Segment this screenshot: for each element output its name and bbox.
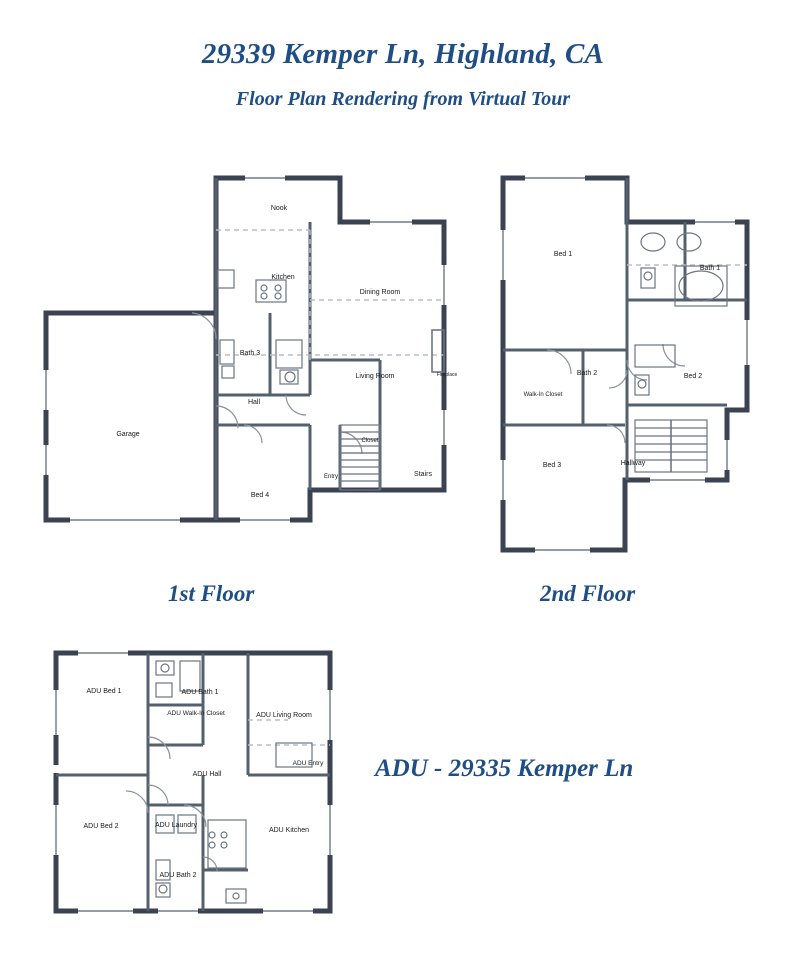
second-floor-caption: 2nd Floor (540, 581, 636, 606)
room-label: Closet (361, 438, 379, 444)
room-label: ADU Bath 2 (159, 872, 197, 879)
room-label: Bed 3 (542, 462, 562, 469)
room-label: Kitchen (271, 274, 295, 281)
room-label: Hall (247, 399, 261, 406)
room-label: Bed 4 (250, 492, 270, 499)
room-label: Bath 3 (239, 350, 261, 357)
room-label: Dining Room (359, 289, 401, 296)
room-label: Bed 1 (553, 251, 573, 258)
room-label: ADU Entry (292, 760, 324, 767)
room-label: ADU Walk-In Closet (167, 710, 225, 717)
room-label: Nook (270, 205, 288, 212)
room-label: ADU Bed 1 (86, 688, 122, 695)
room-label: ADU Bed 2 (83, 823, 119, 830)
room-label: Walk-In Closet (523, 392, 563, 398)
room-label: ADU Bath 1 (181, 689, 219, 696)
room-label: ADU Kitchen (268, 827, 310, 834)
room-label: ADU Living Room (256, 712, 312, 719)
page-subtitle: Floor Plan Rendering from Virtual Tour (235, 88, 571, 110)
adu-floor-plan (48, 645, 338, 920)
room-label: Garage (116, 431, 140, 438)
first-floor-caption: 1st Floor (168, 581, 255, 606)
adu-caption: ADU - 29335 Kemper Ln (375, 755, 634, 782)
room-label: Fireplace (436, 372, 458, 378)
room-label: ADU Laundry (154, 822, 198, 829)
room-label: ADU Hall (192, 771, 222, 778)
room-label: Entry (323, 474, 339, 480)
room-label: Hallway (620, 460, 646, 467)
room-label: Living Room (355, 373, 395, 380)
first-floor-plan (40, 170, 465, 540)
page-title: 29339 Kemper Ln, Highland, CA (201, 38, 605, 70)
room-label: Bath 1 (699, 265, 721, 272)
second-floor-plan (495, 170, 755, 555)
room-label: Bed 2 (683, 373, 703, 380)
room-label: Stairs (414, 471, 432, 478)
room-label: Bath 2 (576, 370, 598, 377)
